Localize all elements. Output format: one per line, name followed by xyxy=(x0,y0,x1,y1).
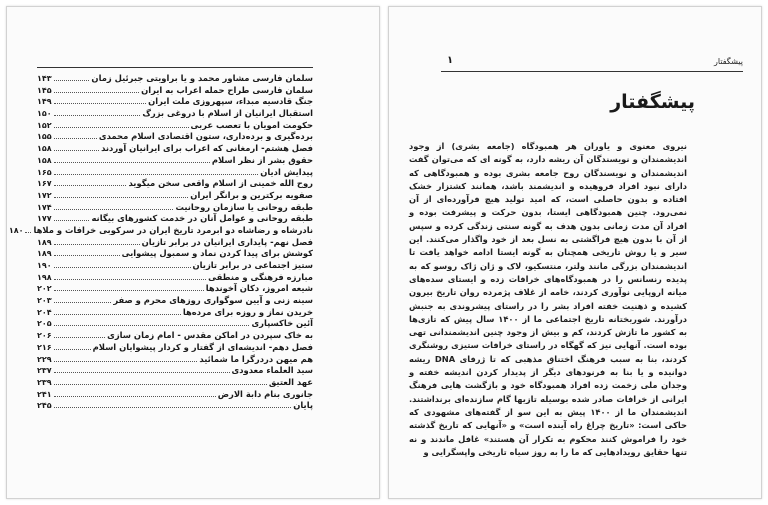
toc-page-number: ۱۵۰ xyxy=(37,109,52,119)
toc-item xyxy=(37,318,313,330)
toc-entry-title: جانوری بنام دابة الارض xyxy=(217,388,313,399)
toc-item xyxy=(37,354,313,366)
toc-page-number: ۱۴۵ xyxy=(37,85,52,95)
toc-item xyxy=(37,400,313,412)
toc-page-number: ۱۵۸ xyxy=(37,155,52,165)
toc-item xyxy=(37,190,313,202)
toc-page-number: ۱۴۳ xyxy=(37,74,52,83)
toc-leader-dots xyxy=(54,302,112,303)
toc-page-number: ۲۰۶ xyxy=(37,331,52,341)
toc-leader-dots xyxy=(54,337,105,338)
toc-leader-dots xyxy=(54,220,90,221)
toc-leader-dots xyxy=(54,92,139,93)
toc-page-number: ۲۲۹ xyxy=(37,354,52,364)
toc-item xyxy=(37,283,313,295)
toc-leader-dots xyxy=(54,174,259,175)
toc-page-number: ۲۴۱ xyxy=(37,389,52,399)
toc-entry-title: حقوق بشر از نظر اسلام xyxy=(211,154,313,165)
toc-entry-title: آئین خاکسپاری xyxy=(251,318,313,329)
toc-entry-title: خریدن نماز و روزه برای مرده‌ها xyxy=(182,306,313,317)
running-header xyxy=(389,7,763,77)
toc-page-number: ۲۰۴ xyxy=(37,307,52,317)
toc-item xyxy=(8,224,313,237)
toc-item xyxy=(37,178,313,190)
toc-item xyxy=(37,73,313,85)
toc-leader-dots xyxy=(54,150,99,151)
toc-item xyxy=(37,143,313,155)
toc-page-number: ۱۵۸ xyxy=(37,144,52,154)
toc-entry-title: سلمان فارسی مشاور محمد و یا براویتی جبرئیل زمان xyxy=(91,73,313,83)
toc-entry-title: برده‌گیری و برده‌داری، ستون اقتصادی اسلام محمدی xyxy=(98,131,313,142)
toc-entry-title: ستیز اجتماعی در برابر تازیان xyxy=(192,260,313,270)
toc-entry-title: صفویه برکترین و برانگر ایران xyxy=(190,189,313,200)
toc-page-number: ۱۷۲ xyxy=(37,190,52,200)
toc-leader-dots xyxy=(54,349,91,350)
header-rule xyxy=(441,71,743,72)
toc-entry-title: کوشش برای پیدا کردن نماد و سمبول پیشوایی xyxy=(121,248,313,259)
toc-page-number: ۱۴۹ xyxy=(37,97,52,107)
page-left-table-of-contents xyxy=(6,6,380,499)
toc-page-number: ۱۸۰ xyxy=(8,225,24,235)
toc-leader-dots xyxy=(54,80,90,81)
toc-page-number: ۱۶۷ xyxy=(37,179,52,189)
toc-page-number: ۲۰۲ xyxy=(37,284,52,294)
toc-leader-dots xyxy=(54,372,230,373)
toc-leader-dots xyxy=(54,127,189,128)
toc-item xyxy=(37,237,313,249)
toc-leader-dots xyxy=(54,361,198,362)
toc-page-number: ۱۶۵ xyxy=(37,167,52,177)
toc-entry-title: ارمغانی که اعراب برای ایرانیان آوردند xyxy=(101,143,259,154)
toc-item xyxy=(37,330,313,342)
toc-entry-title: طبقه روحانی یا سازمان روحانیت xyxy=(175,201,313,212)
toc-entry-title: به خاک سپردن در اماکن مقدس - امام زمان سازی xyxy=(107,330,313,341)
toc-leader-dots xyxy=(54,396,216,397)
page-number: ۱ xyxy=(447,55,454,66)
toc-leader-dots xyxy=(54,103,146,104)
toc-leader-dots xyxy=(54,325,250,326)
toc-entry-title: شیعه امروز، دکان آخوندها xyxy=(205,283,313,294)
toc-chapter-label: فصل هشتم- xyxy=(261,143,313,154)
toc-list xyxy=(8,73,313,412)
toc-page-number: ۱۸۹ xyxy=(37,249,52,259)
toc-item xyxy=(37,365,313,377)
toc-page-number: ۲۰۵ xyxy=(37,319,52,329)
preface-body-text: نیروی معنوی و یاوران هر همبودگاه (جامعه بشری) از وجود اندیشمندان و نویسندگان آن ریشه دارد، به گونه ای که می‌توان گفت اندیشمندان و نویسندگان روح جامعه بشری بوده و همبودگاهی که دارای نبود افراد فروهیده و اندیشمند باشد، همانند کشتزار خشک افتاده و بدون حاصلی است، که امید تولید هیچ فرآورده‌ای از آن نمی‌رود. چنین همبودگاهی ایستا، بدون حرکت و پیشرفت بوده و افراد آن مدت زمانی بدون هدف به گونه سنتی زندگی کرده و سپس از آن با بدون هیچ فراگشتی به نسل بعد از خود واگذار می‌کنند. این سیر و یا روش تاریخی همچنان به گونه ایستا ادامه خواهد یافت تا اندیشمندان بزرگی مانند ولتر، منتسکیو، لاک و ژان ژاک روسو که به پدیده رنسانس را در همبودگاه‌های خرافات زده و ایستای سده‌های میانه اروپایی نوآوری کردند، خامه از غلاف پژمرده روان تاریخ بیرون کشیده و ذهنیت خفته افراد بشر را در راستای پیشروندی به جنبش درآورند. شوربختانه تاریخ اجتماعی ما از ۱۴۰۰ سال پیش که تازی‌ها به کشور ما تازش کردند، کم و بیش از وجود چنین اندیشمندانی تهی بوده است. آنهایی نیز که گهگاه در راستای خرافات ستیزی روشنگری کردند، بنا به سبب فرهنگ اختناق مذهبی که تا ژرفای DNA ریشه دوانیده و یا بنا به فرنودهای دیگر از پدیدار کردن اندیشه خفته و وجدان ملی زخمت زده افراد همبودگاه خود و بازگشت هایی فرهنگ ایرانی از خرافات صادر شده بوسیله تازیها گام سازنده‌ای برنداشتند. اندیشمندان ما از ۱۴۰۰ پیش به این سو از گفته‌های مشهودی که حاکی است: «تاریخ چراغ راه آینده است» و «آنهایی که تاریخ گذشته خود را فراموش کنند محکوم به تکرار آن هستند» غافل ماندند و نه تنها حقایق رویدادهایی که ما را به روز سیاه تاریخی واپسگرایی و xyxy=(409,141,687,457)
toc-entry-title: حکومت امویان با تعصب عربی xyxy=(190,119,313,130)
toc-entry-title: هم میهن دردرگرا ما شمائید xyxy=(199,353,313,364)
toc-leader-dots xyxy=(54,162,210,163)
toc-leader-dots xyxy=(54,279,207,280)
toc-item xyxy=(37,167,313,179)
toc-leader-dots xyxy=(54,384,267,385)
toc-leader-dots xyxy=(54,290,204,291)
toc-page-number: ۱۹۸ xyxy=(37,272,52,282)
toc-entry-title: استقبال ایرانیان از اسلام با دروغی بزرگ xyxy=(142,108,313,119)
toc-entry-title: سلمان فارسی طراح حمله اعراب به ایران xyxy=(141,84,313,95)
toc-entry-title: نادرشاه و رضاشاه دو ابرمرد تاریخ ایران در سرکوبی خرافات و ملاها xyxy=(33,224,313,235)
book-spread xyxy=(6,6,762,499)
toc-top-rule xyxy=(37,67,313,68)
toc-entry-title: جنگ قادسیه مبداء، سپهروزی ملت ایران xyxy=(148,96,313,107)
toc-entry-title: سید العلماء معدودی xyxy=(231,365,313,376)
toc-item xyxy=(37,131,313,143)
toc-page-number: ۲۱۶ xyxy=(37,342,52,352)
toc-leader-dots xyxy=(54,138,97,139)
toc-item xyxy=(37,260,313,272)
toc-page-number: ۲۳۹ xyxy=(37,377,52,387)
toc-item xyxy=(37,272,313,284)
toc-item xyxy=(37,155,313,167)
toc-item xyxy=(37,342,313,354)
toc-page-number: ۱۸۹ xyxy=(37,237,52,247)
toc-entry-title: طبقه روحانی و عوامل آنان در خدمت کشورهای بیگانه xyxy=(91,213,313,224)
toc-item xyxy=(37,389,313,401)
toc-item xyxy=(37,96,313,108)
toc-entry-title: اندیشه‌ای از گفتار و کردار پیشوایان اسلام xyxy=(92,341,266,352)
toc-page-number: ۱۷۴ xyxy=(37,202,52,212)
toc-leader-dots xyxy=(25,232,31,233)
toc-page-number: ۱۵۲ xyxy=(37,120,52,130)
toc-page-number: ۱۵۵ xyxy=(37,132,52,142)
toc-entry-title: پیدایش ادیان xyxy=(260,166,313,177)
toc-entry-title: عهد العتیق xyxy=(268,376,313,387)
toc-entry-title: مبارزه فرهنگی و منطقی xyxy=(208,271,313,282)
toc-page-number: ۱۹۰ xyxy=(37,261,52,270)
toc-entry-title: پایداری ایرانیان در برابر تازیان xyxy=(141,236,268,247)
running-title: پیشگفتار xyxy=(714,57,743,66)
toc-entry-title: پایان xyxy=(293,400,313,411)
toc-page-number: ۲۰۳ xyxy=(37,296,52,306)
toc-chapter-label: فصل نهم- xyxy=(270,236,313,247)
toc-item xyxy=(37,377,313,389)
toc-item xyxy=(37,120,313,132)
toc-leader-dots xyxy=(54,185,127,186)
toc-entry-title: روح الله خمینی از اسلام واقعی سخن میگوید xyxy=(128,178,313,189)
toc-item xyxy=(37,85,313,97)
toc-leader-dots xyxy=(54,407,292,408)
toc-item xyxy=(37,307,313,319)
toc-item xyxy=(37,248,313,260)
toc-entry-title: سینه زنی و آیین سوگواری روزهای محرم و صفر xyxy=(113,295,313,306)
toc-leader-dots xyxy=(54,197,189,198)
toc-leader-dots xyxy=(54,244,140,245)
toc-page-number: ۲۴۵ xyxy=(37,401,52,411)
toc-page-number: ۱۷۷ xyxy=(37,214,52,224)
page-right-preface xyxy=(388,6,762,499)
toc-leader-dots xyxy=(54,314,181,315)
chapter-title: پیشگفتار xyxy=(610,91,695,113)
toc-page-number: ۲۳۷ xyxy=(37,366,52,376)
toc-item xyxy=(37,213,313,225)
toc-leader-dots xyxy=(54,267,191,268)
toc-leader-dots xyxy=(54,209,174,210)
toc-item xyxy=(37,108,313,120)
toc-item xyxy=(37,202,313,214)
toc-leader-dots xyxy=(54,115,141,116)
toc-leader-dots xyxy=(54,255,120,256)
toc-chapter-label: فصل دهم- xyxy=(268,341,313,352)
toc-item xyxy=(37,295,313,307)
